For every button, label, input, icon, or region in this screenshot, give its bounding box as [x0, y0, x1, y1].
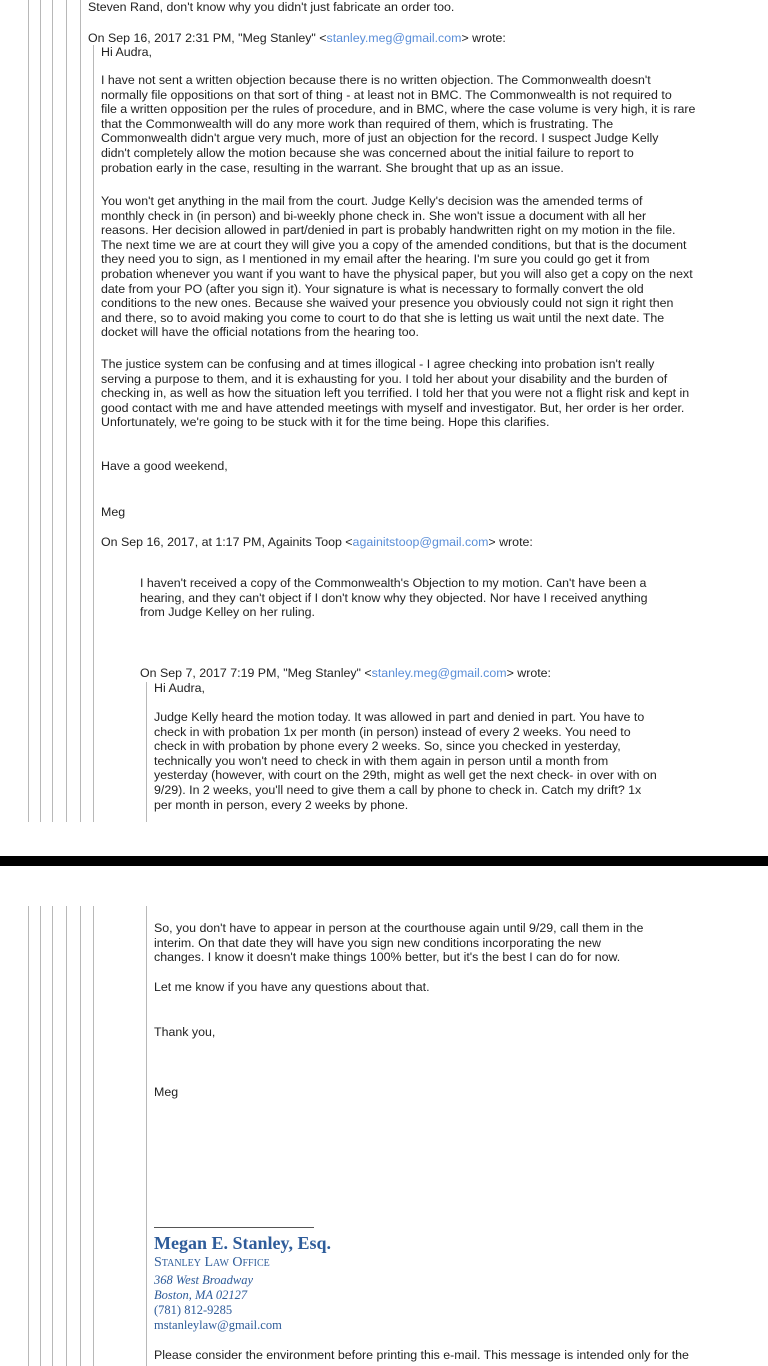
quote-header-sep16-117: On Sep 16, 2017, at 1:17 PM, Againits Toop <againitstoop@gmail.com> wrote:: [101, 535, 533, 549]
signoff: Meg: [154, 1085, 179, 1099]
email-link[interactable]: stanley.meg@gmail.com: [326, 31, 462, 45]
paragraph: I have not sent a written objection because there is no written objection. The Commonwealth doesn't normally file oppositions on that sort of thing - at least not in BMC. The Commonwealth is not required to file a written opposition per the rules of procedure, and in BMC, where the case volume is very high, it is rare that the Commonwealth will do any more work than required of them, which is frustrating. The Commonwealth didn't argue very much, more of just an objection for the record. I suspect Judge Kelly didn't completely allow the motion because she was concerned about the initial failure to report to probation early in the case, resulting in the warrant. She brought that up as an issue.: [101, 73, 696, 175]
paragraph: Let me know if you have any questions about that.: [154, 980, 430, 994]
closing: Thank you,: [154, 1025, 216, 1039]
greeting: Hi Audra,: [154, 681, 205, 695]
signoff: Meg: [101, 505, 126, 519]
email-link[interactable]: againitstoop@gmail.com: [352, 535, 489, 549]
paragraph: You won't get anything in the mail from the court. Judge Kelly's decision was the amended terms of monthly check in (in person) and bi-weekly phone check in. She won't issue a document with all her reasons. Her decision allowed in part/denied in part is probably handwritten right on my motion in the file. The next time we are at court they will give you a copy of the amended conditions, but that is the document they need you to sign, as I mentioned in my email after the hearing. I'm sure you could go get it from probation whenever you want if you want to have the physical paper, but you will also get a copy on the next date from your PO (after you sign it). Your signature is what is necessary to formally convert the old conditions to the new ones. Because she waived your presence you obviously could not sign it right then and there, so to avoid making you come to court to do that she is letting us wait until the next date. The docket will have the official notations from the hearing too.: [101, 194, 693, 340]
signature-office: Stanley Law Office: [154, 1255, 270, 1270]
quote-header-sep7: On Sep 7, 2017 7:19 PM, "Meg Stanley" <stanley.meg@gmail.com> wrote:: [140, 666, 551, 680]
paragraph: Judge Kelly heard the motion today. It was allowed in part and denied in part. You have to check in with probation 1x per month (in person) instead of every 2 weeks. You need to check in with probation by phone every 2 weeks. So, since you checked in yesterday, technically you won't need to check in with them again in person until a month from yesterday (however, with court on the 29th, might as well get the next check- in over with on 9/29). In 2 weeks, you'll need to give them a call by phone to check in. Catch my drift? 1x per month in person, every 2 weeks by phone.: [154, 710, 657, 812]
paragraph: So, you don't have to appear in person at the courthouse again until 9/29, call them in the interim. On that date they will have you sign new conditions incorporating the new changes. I know it doesn't make things 100% better, but it's the best I can do for now.: [154, 921, 644, 965]
disclaimer: Please consider the environment before printing this e-mail. This message is intended only for the: [154, 1348, 689, 1362]
paragraph: The justice system can be confusing and at times illogical - I agree checking into probation isn't really serving a purpose to them, and it is exhausting for you. I told her about your disability and the burden of checking in, as well as how the situation left you terrified. I told her that you were not a flight risk and kept in good contact with me and have attended meetings with myself and investigator. But, her order is her order. Unfortunately, we're going to be stuck with it for the time being. Hope this clarifies.: [101, 357, 690, 430]
signature-city: Boston, MA 02127: [154, 1288, 248, 1302]
signature-street: 368 West Broadway: [154, 1273, 254, 1287]
greeting: Hi Audra,: [101, 45, 152, 59]
email-link[interactable]: stanley.meg@gmail.com: [371, 666, 507, 680]
signature-email[interactable]: mstanleylaw@gmail.com: [154, 1318, 282, 1332]
closing: Have a good weekend,: [101, 459, 228, 473]
signature-name: Megan E. Stanley, Esq.: [154, 1233, 332, 1253]
screenshot-divider: [0, 856, 768, 866]
quote-header-sep16-231: On Sep 16, 2017 2:31 PM, "Meg Stanley" <stanley.meg@gmail.com> wrote:: [88, 31, 506, 45]
signature-phone[interactable]: (781) 812-9285: [154, 1303, 233, 1317]
audra-message: I haven't received a copy of the Commonwealth's Objection to my motion. Can't have been a hearing, and they can't object if I don't know why they objected. Nor have I received anything from Judge Kelley on her ruling.: [140, 576, 648, 620]
forward-comment: Steven Rand, don't know why you didn't just fabricate an order too.: [88, 0, 455, 14]
signature-rule: [154, 1227, 314, 1228]
